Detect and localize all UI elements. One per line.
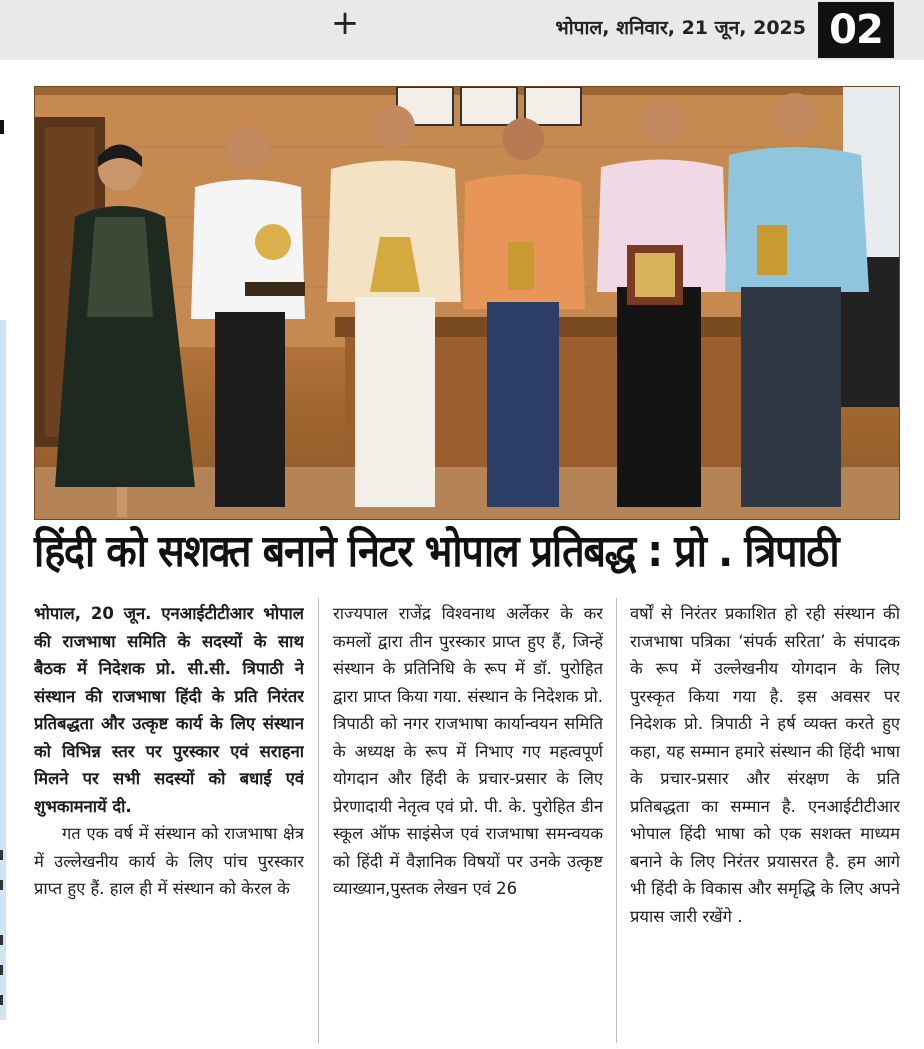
column-rule — [616, 598, 617, 1043]
crop-mark-icon: + — [330, 3, 360, 43]
body-paragraph: राज्यपाल राजेंद्र विश्वनाथ अर्लेकर के कर कमलों द्वारा तीन पुरस्कार प्राप्त हुए हैं, जिन्हें संस्थान के प्रतिनिधि के रूप में डॉ. पुरोहित द्वारा प्राप्त किया गया. संस्थान के निदेशक प्रो. त्रिपाठी को नगर राजभाषा कार्यान्वयन समिति के अध्यक्ष के रूप में निभाए गए महत्वपूर्ण योगदान और हिंदी के प्रचार-प्रसार के लिए प्रेरणादायी नेतृत्व एवं प्रो. पी. के. पुरोहित डीन स्कूल ऑफ साइंसेज एवं राजभाषा समन्वयक को हिंदी में वैज्ञानिक विषयों पर उनके उत्कृष्ट व्याख्यान,पुस्तक लेखन एवं 26 — [333, 604, 603, 898]
lead-paragraph: भोपाल, 20 जून. एनआईटीटीआर भोपाल की राजभाषा समिति के सदस्यों के साथ बैठक में निदेशक प्रो. सी.सी. त्रिपाठी ने संस्थान की राजभाषा हिंदी के प्रति निरंतर प्रतिबद्धता और उत्कृष्ट कार्य के लिए संस्थान को विभिन्न स्तर पर पुरस्कार एवं सराहना मिलने पर सभी सदस्यों को बधाई एवं शुभकामनायें दी. — [34, 604, 304, 816]
page-number: 02 — [818, 2, 894, 58]
award-ceremony-illustration — [35, 87, 899, 519]
news-photo — [34, 86, 900, 520]
article-column-3 — [630, 600, 900, 1040]
dateline: भोपाल, शनिवार, 21 जून, 2025 — [555, 17, 806, 39]
body-paragraph: वर्षों से निरंतर प्रकाशित हो रही संस्थान की राजभाषा पत्रिका ‘संपर्क सरिता’ के संपादक के रूप में उल्लेखनीय योगदान के लिए पुरस्कृत किया गया है. इस अवसर पर निदेशक प्रो. त्रिपाठी ने हर्ष व्यक्त करते हुए कहा, यह सम्मान हमारे संस्थान की हिंदी भाषा के प्रचार-प्रसार और संरक्षण के प्रति प्रतिबद्धता का सम्मान है. एनआईटीटीआर भोपाल हिंदी भाषा को एक सशक्त माध्यम बनाने के लिए निरंतर प्रयासरत है. हम आगे भी हिंदी के विकास और समृद्धि के लिए अपने प्रयास जारी रखेंगे . — [630, 604, 900, 926]
article-column-2 — [333, 600, 603, 1040]
margin-mark — [0, 120, 4, 134]
article-headline: हिंदी को सशक्त बनाने निटर भोपाल प्रतिबद्ध : प्रो . त्रिपाठी — [34, 526, 839, 577]
column-rule — [318, 598, 319, 1043]
article-column-1 — [34, 600, 304, 1040]
body-paragraph: गत एक वर्ष में संस्थान को राजभाषा क्षेत्र में उल्लेखनीय कार्य के लिए पांच पुरस्कार प्राप्त हुए हैं. हाल ही में संस्थान को केरल के — [34, 824, 304, 898]
adjacent-column-strip — [0, 320, 6, 1020]
